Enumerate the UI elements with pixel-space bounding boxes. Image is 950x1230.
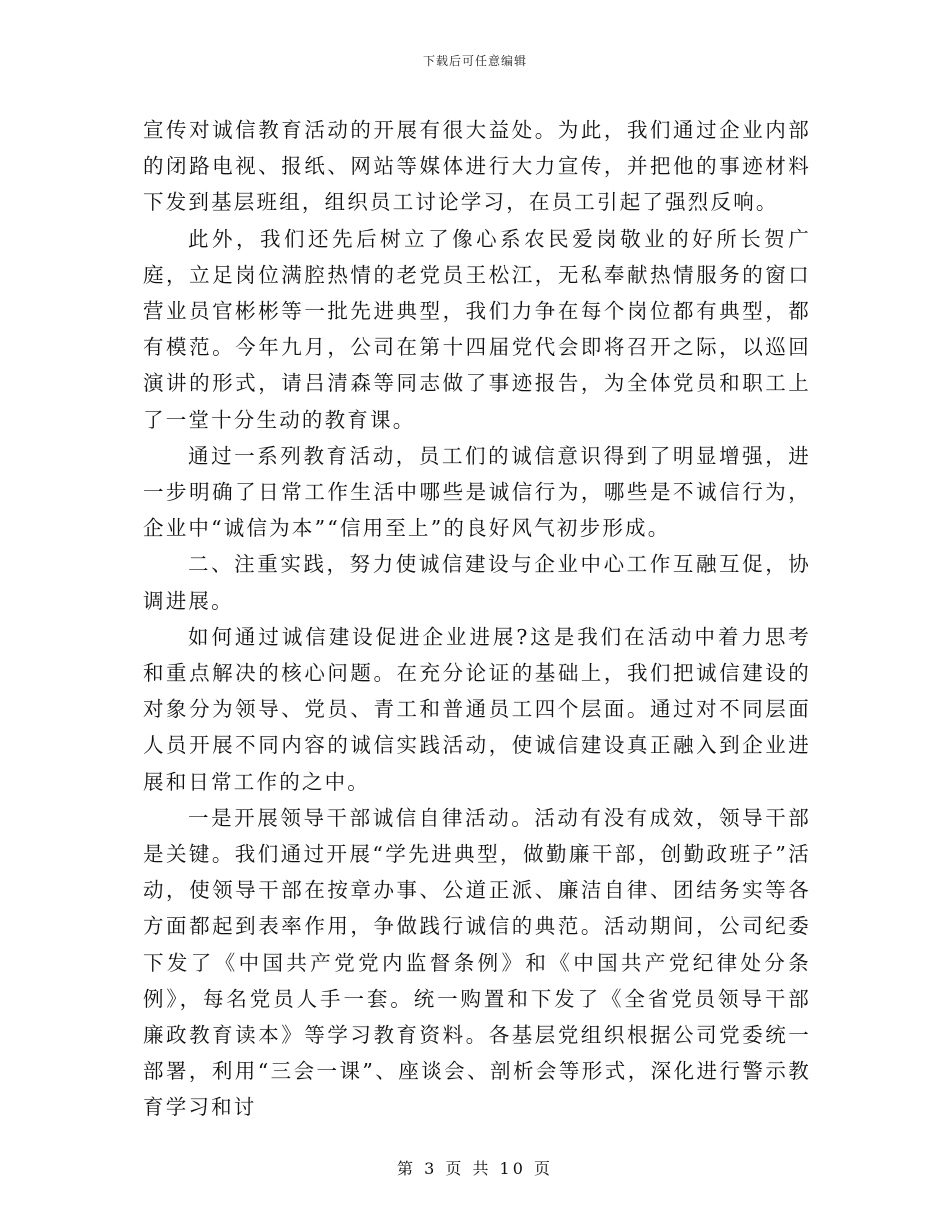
paragraph-2: 此外，我们还先后树立了像心系农民爱岗敬业的好所长贺广庭，立足岗位满腔热情的老党员王松江，无私奉献热情服务的窗口营业员官彬彬等一批先进典型，我们力争在每个岗位都有典型，都有模范。今年九月，公司在第十四届党代会即将召开之际，以巡回演讲的形式，请吕清森等同志做了事迹报告，为全体党员和职工上了一堂十分生动的教育课。 [143, 226, 811, 432]
paragraph-6: 一是开展领导干部诚信自律活动。活动有没有成效，领导干部是关键。我们通过开展“学先进典型，做勤廉干部，创勤政班子”活动，使领导干部在按章办事、公道正派、廉洁自律、团结务实等各方面都起到表率作用，争做践行诚信的典范。活动期间，公司纪委下发了《中国共产党党内监督条例》和《中国共产党纪律处分条例》，每名党员人手一套。统一购置和下发了《全省党员领导干部廉政教育读本》等学习教育资料。各基层党组织根据公司党委统一部署，利用“三会一课”、座谈会、剖析会等形式，深化进行警示教育学习和讨 [143, 805, 811, 1120]
section-heading-2: 二、注重实践，努力使诚信建设与企业中心工作互融互促，协调进展。 [143, 552, 811, 613]
paragraph-5: 如何通过诚信建设促进企业进展?这是我们在活动中着力思考和重点解决的核心问题。在充分论证的基础上，我们把诚信建设的对象分为领导、党员、青工和普通员工四个层面。通过对不同层面人员开展不同内容的诚信实践活动，使诚信建设真正融入到企业进展和日常工作的之中。 [143, 624, 811, 794]
page-header [0, 52, 950, 69]
paragraph-3: 通过一系列教育活动，员工们的诚信意识得到了明显增强，进一步明确了日常工作生活中哪些是诚信行为，哪些是不诚信行为，企业中“诚信为本”“信用至上”的良好风气初步形成。 [143, 443, 811, 541]
document-body [143, 112, 811, 1126]
paragraph-1: 宣传对诚信教育活动的开展有很大益处。为此，我们通过企业内部的闭路电视、报纸、网站等媒体进行大力宣传，并把他的事迹材料下发到基层班组，组织员工讨论学习，在员工引起了强烈反响。 [143, 118, 811, 215]
page-number: 第 3 页 共 10 页 [397, 1159, 553, 1178]
page-footer [0, 1156, 950, 1179]
header-note: 下载后可任意编辑 [422, 54, 527, 68]
